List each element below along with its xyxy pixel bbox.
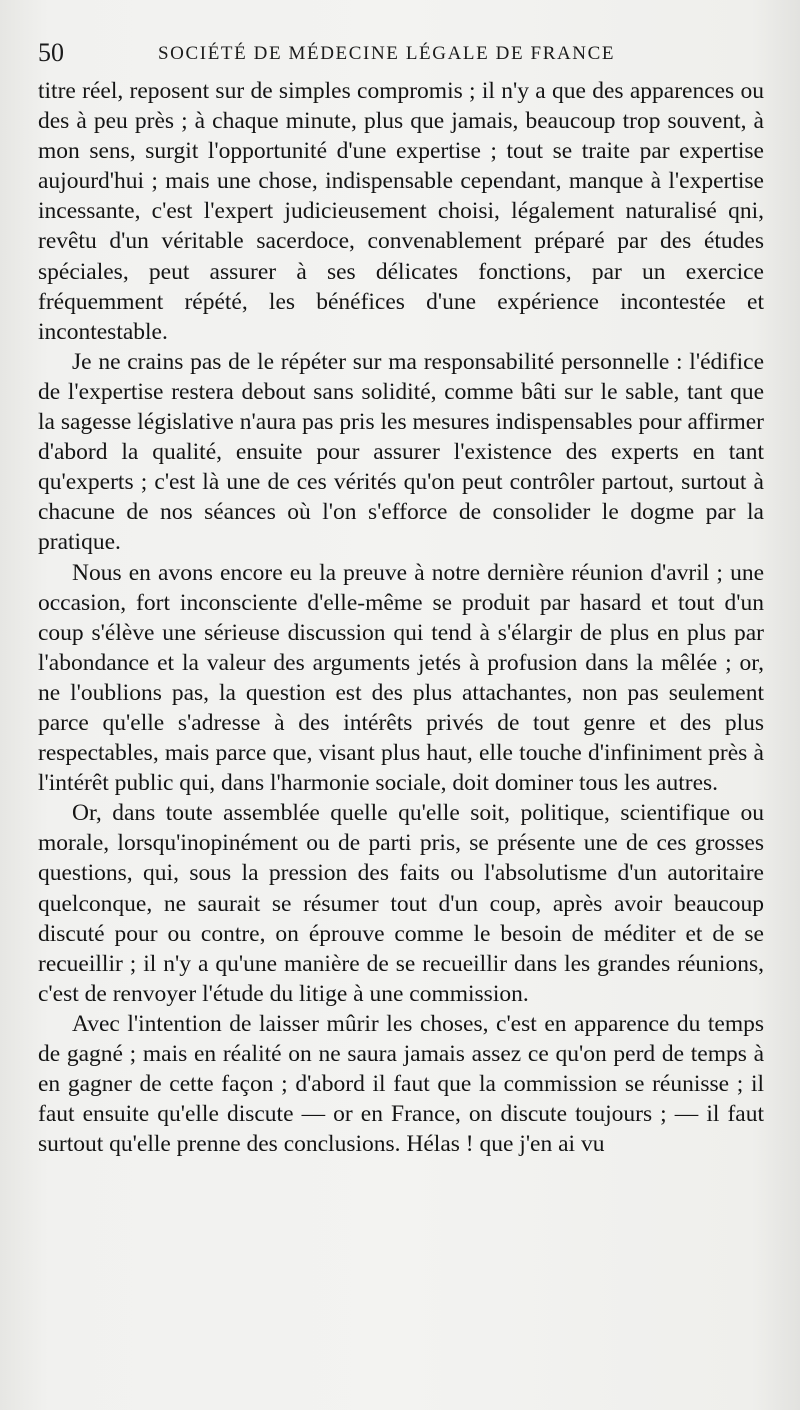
body-text: [38, 76, 764, 1159]
paragraph-continued: titre réel, reposent sur de simples compromis ; il n'y a que des apparences ou des à peu près ; à chaque minute, plus que jamais, beaucoup trop souvent, à mon sens, surgit l'opportunité d'une expertise ; tout se traite par expertise aujourd'hui ; mais une chose, indispensable cependant, manque à l'expertise incessante, c'est l'expert judicieusement choisi, légalement naturalisé qni, revêtu d'un véritable sacerdoce, convenablement préparé par des études spéciales, peut assurer à ses délicates fonctions, par un exercice fréquemment répété, les bénéfices d'une expérience incontestée et incontestable.: [38, 78, 764, 345]
page-number: 50: [38, 38, 64, 67]
running-title: SOCIÉTÉ DE MÉDECINE LÉGALE DE FRANCE: [158, 43, 616, 64]
paragraph: Je ne crains pas de le répéter sur ma responsabilité personnelle : l'édifice de l'expertise restera debout sans solidité, comme bâti sur le sable, tant que la sagesse législative n'aura pas pris les mesures indispensables pour affirmer d'abord la qualité, ensuite pour assurer l'existence des experts en tant qu'experts ; c'est là une de ces vérités qu'on peut contrôler partout, surtout à chacune de nos séances où l'on s'efforce de consolider le dogme par la pratique.: [38, 348, 764, 556]
paragraph: Avec l'intention de laisser mûrir les choses, c'est en apparence du temps de gagné ; mais en réalité on ne saura jamais assez ce qu'on perd de temps à en gagner de cette façon ; d'abord il faut que la commission se réunisse ; il faut ensuite qu'elle discute — or en France, on discute toujours ; — il faut surtout qu'elle prenne des conclusions. Hélas ! que j'en ai vu: [38, 1010, 764, 1158]
paragraph: Or, dans toute assemblée quelle qu'elle soit, politique, scientifique ou morale, lorsqu'inopinément ou de parti pris, se présente une de ces grosses questions, qui, sous la pression des faits ou l'absolutisme d'un autoritaire quelconque, ne saurait se résumer tout d'un coup, après avoir beaucoup discuté pour ou contre, on éprouve comme le besoin de méditer et de se recueillir ; il n'y a qu'une manière de se recueillir dans les grandes réunions, c'est de renvoyer l'étude du litige à une commission.: [38, 800, 764, 1007]
paragraph: Nous en avons encore eu la preuve à notre dernière réunion d'avril ; une occasion, fort inconsciente d'elle-même se produit par hasard et tout d'un coup s'élève une sérieuse discussion qui tend à s'élargir de plus en plus par l'abondance et la valeur des arguments jetés à profusion dans la mêlée ; or, ne l'oublions pas, la question est des plus attachantes, non pas seulement parce qu'elle s'adresse à des intérêts privés de tout genre et des plus respectables, mais parce que, visant plus haut, elle touche d'infiniment près à l'intérêt public qui, dans l'harmonie sociale, doit dominer tous les autres.: [38, 559, 764, 797]
page-header: [38, 36, 766, 70]
